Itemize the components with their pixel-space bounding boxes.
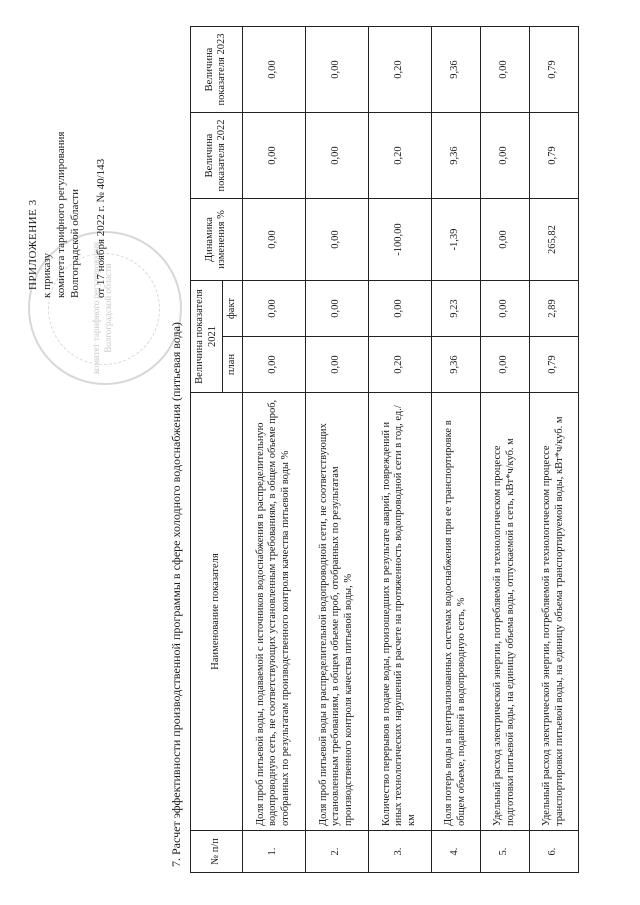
row-fact: 0,00 — [242, 281, 305, 337]
row-name: Удельный расход электрической энергии, потребляемой в технологическом процессе подготовки питьевой воды, на единицу объема воды, отпускаемой в сеть, кВт*ч/куб. м — [480, 393, 529, 831]
row-value-2023: 0,00 — [480, 27, 529, 113]
row-plan: 0,00 — [305, 337, 368, 393]
row-value-2022: 0,00 — [242, 113, 305, 199]
row-num: 2. — [305, 831, 368, 873]
row-name: Доля потерь воды в централизованных системах водоснабжения при ее транспортировке в общем объеме, поданной в водопроводную сеть, % — [431, 393, 480, 831]
row-name: Удельный расход электрической энергии, потребляемой в технологическом процессе транспортировки питьевой воды, на единицу объема транспортируемой воды, кВт*ч/куб. м — [529, 393, 578, 831]
header-dynamics: Динамика изменения % — [191, 199, 243, 281]
appendix-header — [26, 30, 108, 320]
table-row — [480, 27, 529, 873]
table-row — [368, 27, 431, 873]
row-plan: 0,00 — [242, 337, 305, 393]
appendix-committee: комитета тарифного регулирования — [55, 131, 67, 298]
appendix-to-order: к приказу — [41, 252, 53, 298]
row-num: 4. — [431, 831, 480, 873]
row-dynamics: 0,00 — [242, 199, 305, 281]
appendix-title: ПРИЛОЖЕНИЕ 3 — [27, 199, 39, 290]
row-fact: 0,00 — [480, 281, 529, 337]
row-plan: 0,79 — [529, 337, 578, 393]
row-value-2022: 0,00 — [305, 113, 368, 199]
row-fact: 9,23 — [431, 281, 480, 337]
row-dynamics: 0,00 — [480, 199, 529, 281]
efficiency-table — [190, 26, 579, 873]
row-plan: 9,36 — [431, 337, 480, 393]
table-row — [431, 27, 480, 873]
header-num: № п/п — [191, 831, 243, 873]
row-dynamics: -100,00 — [368, 199, 431, 281]
row-name: Доля проб питьевой воды в распределительной водопроводной сети, не соответствующих установленным требованиям, в общем объеме проб, отобранных по результатам производственного контроля качества питьевой воды, % — [305, 393, 368, 831]
seal-text: комитет тарифного регулирования Волгоградской области — [91, 241, 113, 375]
row-value-2023: 0,20 — [368, 27, 431, 113]
table-header-row — [191, 27, 223, 873]
row-dynamics: 265,82 — [529, 199, 578, 281]
table-row — [529, 27, 578, 873]
row-value-2023: 9,36 — [431, 27, 480, 113]
appendix-region: Волгоградской области — [69, 189, 81, 298]
row-value-2022: 0,20 — [368, 113, 431, 199]
row-name: Количество перерывов в подаче воды, произошедших в результате аварий, повреждений и иных технологических нарушений в расчете на протяженность водопроводной сети в год, ед./км — [368, 393, 431, 831]
row-dynamics: 0,00 — [305, 199, 368, 281]
row-name: Доля проб питьевой воды, подаваемой с источников водоснабжения в распределительную водопроводную сеть, не соответствующих установленным требованиям, в общем объеме проб, отобранных по результатам производственного контроля качества питьевой воды % — [242, 393, 305, 831]
row-value-2022: 0,00 — [480, 113, 529, 199]
header-value-2022: Величина показателя 2022 — [191, 113, 243, 199]
header-plan: план — [223, 337, 243, 393]
header-name: Наименование показателя — [191, 393, 243, 831]
header-value-2023: Величина показателя 2023 — [191, 27, 243, 113]
row-num: 6. — [529, 831, 578, 873]
table-row — [305, 27, 368, 873]
row-num: 3. — [368, 831, 431, 873]
appendix-date: от 17 ноября 2022 г. № 40/143 — [95, 158, 107, 298]
row-value-2023: 0,00 — [242, 27, 305, 113]
row-fact: 0,00 — [305, 281, 368, 337]
row-value-2022: 0,79 — [529, 113, 578, 199]
row-plan: 0,00 — [480, 337, 529, 393]
row-fact: 2,89 — [529, 281, 578, 337]
row-plan: 0,20 — [368, 337, 431, 393]
row-num: 5. — [480, 831, 529, 873]
row-num: 1. — [242, 831, 305, 873]
row-value-2023: 0,79 — [529, 27, 578, 113]
header-value-2021: Величина показателя 2021 — [191, 281, 223, 393]
section-heading: 7. Расчет эффективности производственной программы в сфере холодного водоснабжения (питьевая вода) — [169, 322, 183, 867]
header-fact: факт — [223, 281, 243, 337]
row-value-2022: 9,36 — [431, 113, 480, 199]
table-row — [242, 27, 305, 873]
row-fact: 0,00 — [368, 281, 431, 337]
row-value-2023: 0,00 — [305, 27, 368, 113]
row-dynamics: -1,39 — [431, 199, 480, 281]
